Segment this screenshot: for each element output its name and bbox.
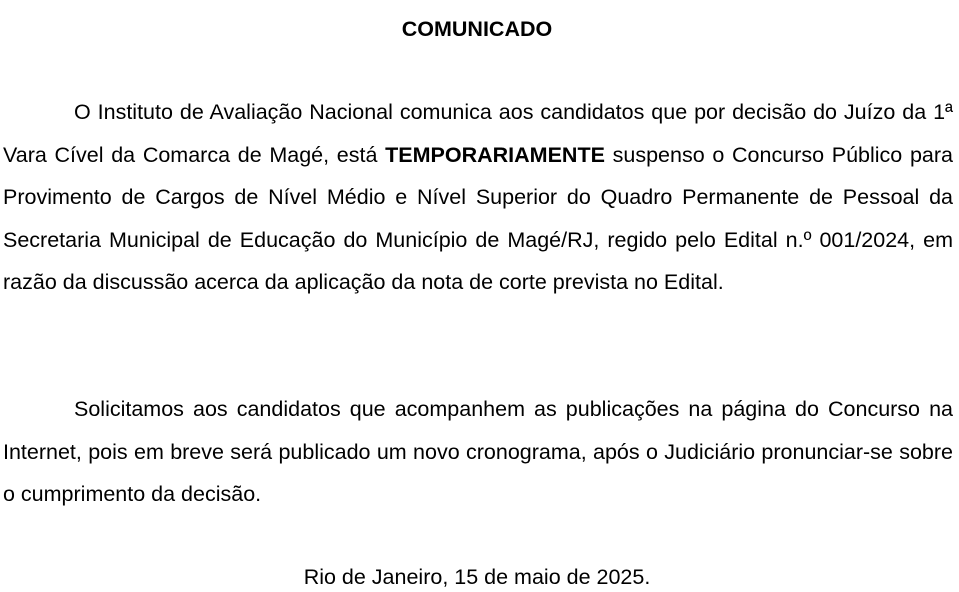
document-title: COMUNICADO xyxy=(401,17,553,41)
request-paragraph: Solicitamos aos candidatos que acompanhem as publicações na página do Concurso na Internet, pois em breve será publicado um novo cronograma, após o Judiciário pronunciar-se sobre o cumprimento da decisão. xyxy=(3,397,953,506)
emphasis-temporarily: TEMPORARIAMENTE xyxy=(385,142,605,167)
paragraph-text-rest: suspenso o Concurso Público para Provimento de Cargos de Nível Médio e Nível Superior do Quadro Permanente de Pessoal da Secretaria Municipal de Educação do Município de Magé/RJ, regido pelo Edital n.º 001/2024, em razão da discussão acerca da aplicação da nota de corte prevista no Edital. xyxy=(3,142,953,294)
date-line: Rio de Janeiro, 15 de maio de 2025. xyxy=(303,565,651,589)
announcement-paragraph xyxy=(3,91,953,304)
paragraph-text-intro: O Instituto de Avaliação Nacional comunica aos candidatos que por decisão do Juízo da 1ª Vara Cível da Comarca de Magé, está xyxy=(3,100,953,167)
